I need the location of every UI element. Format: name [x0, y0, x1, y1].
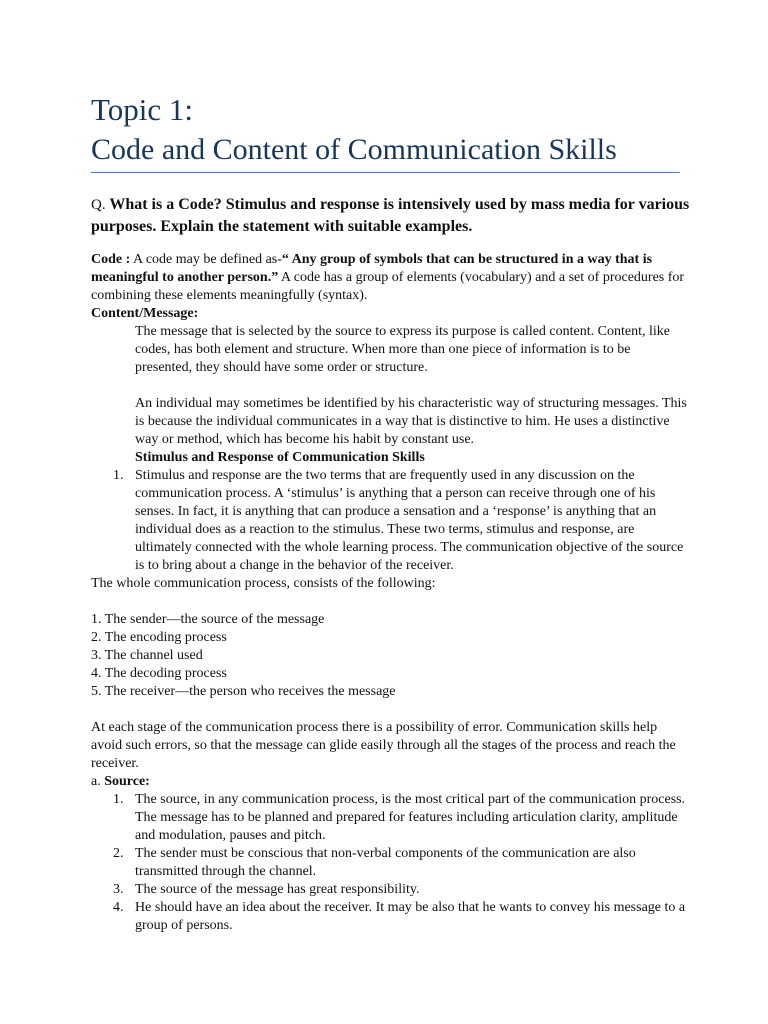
list-item: [91, 899, 691, 935]
code-quote: “ Any group of symbols that can be structured in a way that is meaningful to another person.”: [91, 252, 653, 285]
document-body: [91, 251, 691, 935]
process-list: [91, 611, 691, 701]
list-text: He should have an idea about the receiver. It may be also that he wants to convey his message to a group of persons.: [135, 900, 686, 933]
title-divider: [91, 172, 680, 173]
question-heading: [91, 194, 691, 237]
topic-title: Topic 1:: [91, 92, 194, 127]
list-item: [91, 881, 691, 899]
list-item: [91, 467, 691, 575]
list-text: The sender must be conscious that non-verbal components of the communication are also transmitted through the channel.: [135, 846, 636, 879]
topic-subtitle: Code and Content of Communication Skills: [91, 133, 617, 166]
code-rest: A code has a group of elements (vocabulary) and a set of procedures for combining these elements meaningfully (syntax).: [91, 270, 685, 303]
content-paragraph-1: The message that is selected by the source to express its purpose is called content. Content, like codes, has both element and structure. When more than one piece of information is to be presented, they should have some order or structure.: [135, 324, 670, 375]
list-item: 2. The encoding process: [91, 630, 227, 645]
list-number: 3.: [113, 882, 124, 897]
code-paragraph: [91, 251, 691, 305]
stimulus-list: [91, 467, 691, 575]
list-number: 1.: [113, 468, 124, 483]
content-heading: Content/Message:: [91, 306, 199, 321]
list-item: [91, 845, 691, 881]
list-text: The source, in any communication process, is the most critical part of the communication process. The message has to be planned and prepared for features including articulation clarity, amplitude and modulation, pauses and pitch.: [135, 792, 686, 843]
stimulus-heading: Stimulus and Response of Communication Skills: [135, 450, 425, 465]
process-intro: The whole communication process, consists of the following:: [91, 576, 436, 591]
list-text: The source of the message has great responsibility.: [135, 882, 420, 897]
question-text: What is a Code? Stimulus and response is intensively used by mass media for various purposes. Explain the statement with suitable examples.: [91, 196, 690, 235]
list-item: 5. The receiver—the person who receives the message: [91, 684, 396, 699]
list-item: 4. The decoding process: [91, 666, 227, 681]
source-prefix: a.: [91, 774, 105, 789]
content-paragraph-2: An individual may sometimes be identified by his characteristic way of structuring messages. This is because the individual communicates in a way that is distinctive to him. He uses a distinctive way or method, which has become his habit by constant use.: [135, 396, 687, 447]
error-paragraph: At each stage of the communication process there is a possibility of error. Communication skills help avoid such errors, so that the message can glide easily through all the stages of the process and reach the receiver.: [91, 720, 676, 771]
list-item: 1. The sender—the source of the message: [91, 612, 325, 627]
list-number: 2.: [113, 846, 124, 861]
source-list: [91, 791, 691, 935]
list-item: 3. The channel used: [91, 648, 203, 663]
source-label: Source:: [104, 774, 150, 789]
list-text: Stimulus and response are the two terms that are frequently used in any discussion on the communication process. A ‘stimulus’ is anything that a person can receive through one of his senses. In fact, it is anything that can produce a sensation and a ‘response’ is anything that an individual does as a reaction to the stimulus. These two terms, stimulus and response, are ultimately connected with the whole learning process. The communication objective of the source is to bring about a change in the behavior of the receiver.: [135, 468, 684, 573]
list-item: [91, 791, 691, 845]
list-number: 1.: [113, 792, 124, 807]
list-number: 4.: [113, 900, 124, 915]
question-prefix: Q.: [91, 197, 106, 213]
source-heading: [91, 773, 691, 791]
code-intro: A code may be defined as-: [130, 252, 282, 267]
code-label: Code :: [91, 252, 131, 267]
